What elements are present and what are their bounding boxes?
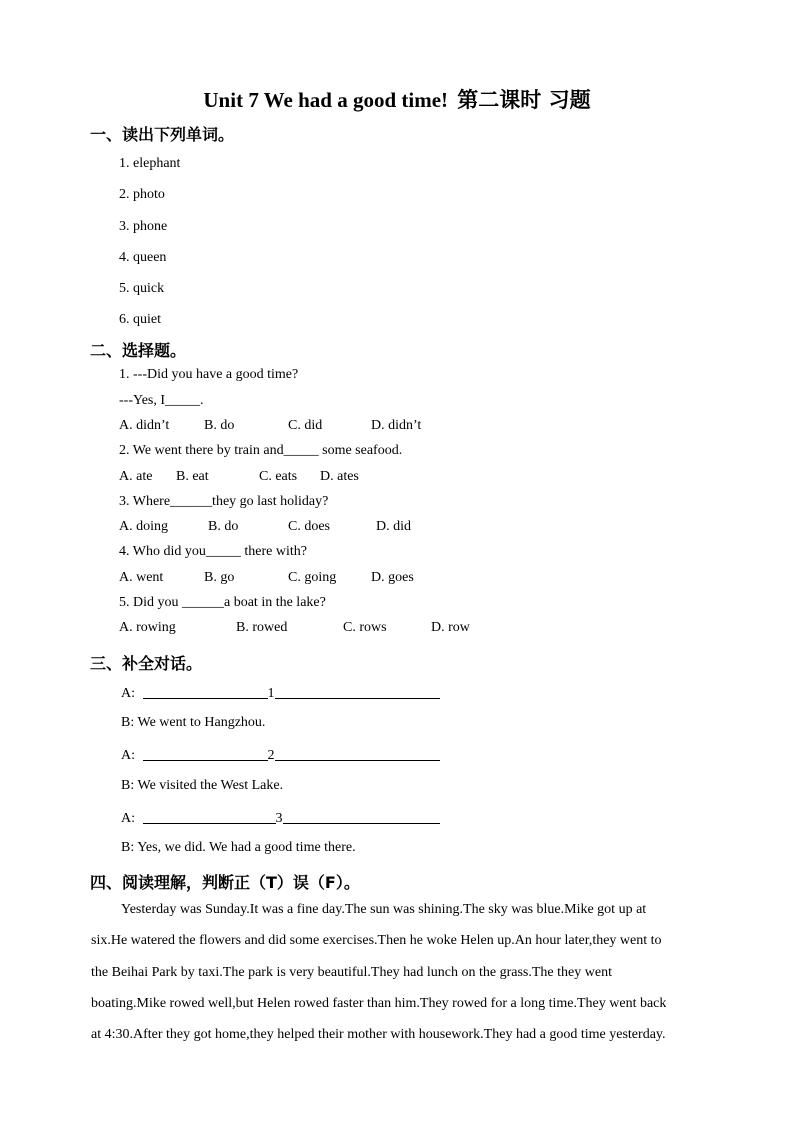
dialogue-text: We went to Hangzhou. (137, 715, 266, 730)
option-a: A. doing (119, 519, 168, 534)
dialogue-line-a1 (121, 684, 440, 702)
option-d: D. didn’t (371, 418, 422, 433)
reading-line: at 4:30.After they got home,they helped their mother with housework.They had a good time yesterday. (91, 1027, 666, 1042)
option-d: D. goes (371, 570, 414, 585)
title-english: Unit 7 We had a good time! (203, 88, 449, 112)
word-item: 6. quiet (119, 312, 161, 327)
option-b: B. go (204, 570, 235, 585)
word-item: 5. quick (119, 281, 165, 296)
speaker-label: B: (121, 715, 135, 730)
speaker-label: A: (121, 748, 135, 763)
reading-line: the Beihai Park by taxi.The park is very beautiful.They had lunch on the grass.The they went (91, 965, 612, 980)
word-item: 4. queen (119, 250, 167, 265)
answer-blank[interactable] (283, 809, 440, 824)
option-d: D. row (431, 620, 470, 635)
question-stem: 5. Did you ______a boat in the lake? (119, 595, 326, 610)
dialogue-line-b2 (121, 778, 283, 794)
question-stem: ---Yes, I_____. (119, 393, 204, 408)
answer-blank[interactable] (143, 746, 268, 761)
reading-line: Yesterday was Sunday.It was a fine day.The sun was shining.The sky was blue.Mike got up at (121, 902, 647, 917)
option-a: A. ate (119, 469, 153, 484)
option-a: A. went (119, 570, 164, 585)
dialogue-line-b3 (121, 840, 356, 856)
option-d: D. did (376, 519, 411, 534)
option-c: C. did (288, 418, 323, 433)
option-c: C. eats (259, 469, 298, 484)
question-stem: 1. ---Did you have a good time? (119, 367, 299, 382)
option-c: C. does (288, 519, 330, 534)
title-chinese: 第二课时 习题 (457, 88, 591, 112)
answer-blank[interactable] (275, 684, 440, 699)
option-b: B. do (204, 418, 235, 433)
dialogue-line-a2 (121, 746, 440, 764)
section-2-heading: 二、选择题。 (90, 341, 187, 360)
word-item: 1. elephant (119, 156, 181, 171)
blank-number: 2 (267, 748, 275, 763)
option-c: C. rows (343, 620, 387, 635)
answer-blank[interactable] (143, 809, 276, 824)
option-c: C. going (288, 570, 337, 585)
word-item: 2. photo (119, 187, 165, 202)
speaker-label: A: (121, 686, 135, 701)
section-3-heading: 三、补全对话。 (90, 654, 203, 673)
reading-line: boating.Mike rowed well,but Helen rowed faster than him.They rowed for a long time.They went back (91, 996, 667, 1011)
speaker-label: B: (121, 778, 135, 793)
option-b: B. do (208, 519, 239, 534)
answer-blank[interactable] (275, 746, 440, 761)
section-1-heading: 一、读出下列单词。 (90, 125, 235, 144)
option-a: A. didn’t (119, 418, 170, 433)
dialogue-line-a3 (121, 809, 440, 827)
speaker-label: A: (121, 811, 135, 826)
reading-line: six.He watered the flowers and did some exercises.Then he woke Helen up.An hour later,they went to (91, 933, 662, 948)
question-stem: 4. Who did you_____ there with? (119, 544, 307, 559)
option-d: D. ates (320, 469, 359, 484)
blank-number: 3 (275, 811, 283, 826)
dialogue-text: Yes, we did. We had a good time there. (137, 840, 356, 855)
option-b: B. eat (176, 469, 209, 484)
answer-blank[interactable] (143, 684, 268, 699)
dialogue-text: We visited the West Lake. (137, 778, 284, 793)
section-4-heading: 四、阅读理解，判断正（T）误（F）。 (90, 873, 360, 892)
question-stem: 3. Where______they go last holiday? (119, 494, 329, 509)
blank-number: 1 (267, 686, 275, 701)
page-title (0, 84, 794, 114)
question-stem: 2. We went there by train and_____ some seafood. (119, 443, 403, 458)
speaker-label: B: (121, 840, 135, 855)
word-item: 3. phone (119, 219, 168, 234)
option-a: A. rowing (119, 620, 176, 635)
dialogue-line-b1 (121, 715, 265, 731)
option-b: B. rowed (236, 620, 288, 635)
